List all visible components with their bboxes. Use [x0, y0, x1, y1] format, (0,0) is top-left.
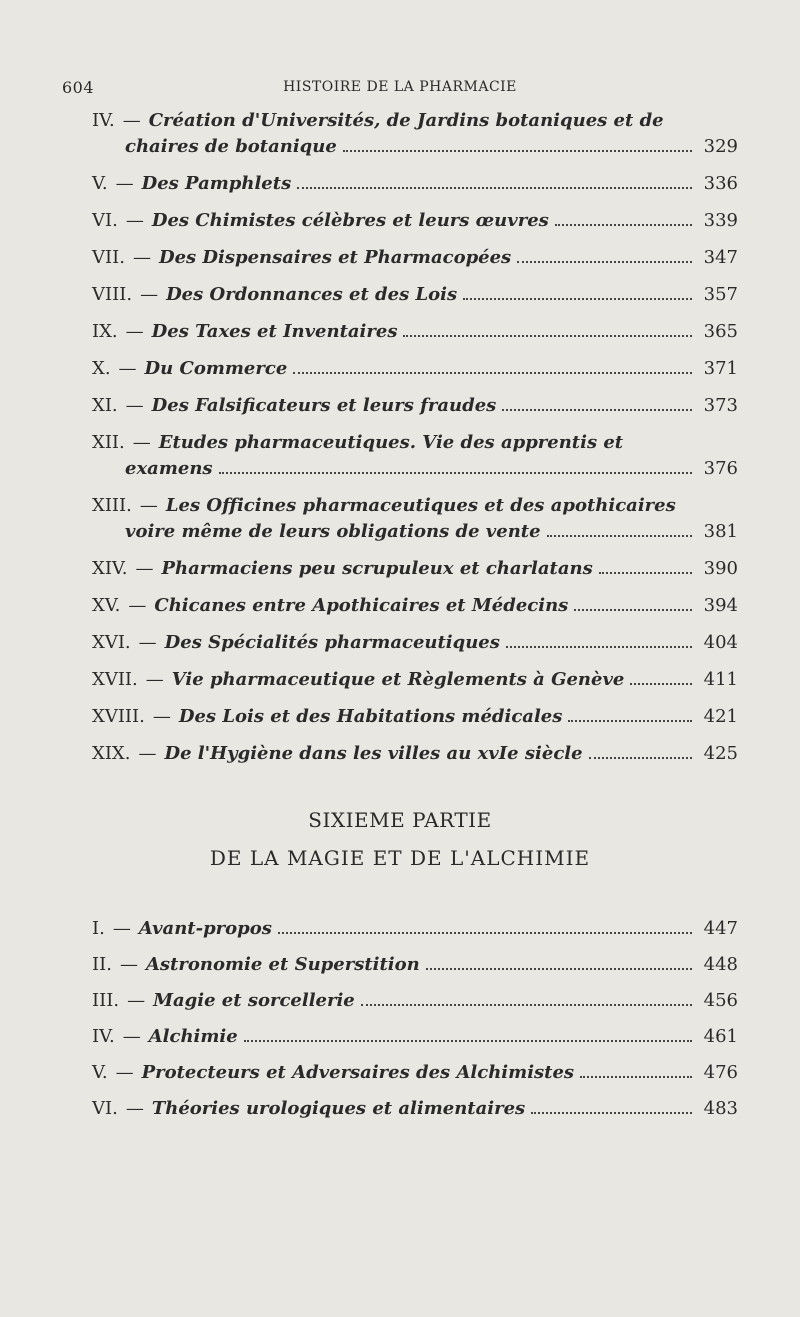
dash: — — [127, 990, 146, 1011]
chapter-title-line-2: examens — [125, 458, 213, 479]
toc-entry — [92, 171, 738, 197]
dash: — — [122, 1026, 141, 1047]
dash: — — [132, 247, 151, 268]
chapter-title: Chicanes entre Apothicaires et Médecins — [154, 595, 569, 616]
page-reference: 336 — [703, 173, 738, 194]
toc-entry — [92, 1096, 738, 1122]
chapter-number: XIX. — [92, 743, 131, 764]
page-reference: 476 — [703, 1062, 738, 1083]
page-reference: 371 — [703, 358, 738, 379]
chapter-number: X. — [92, 358, 111, 379]
toc-entry — [92, 1060, 738, 1086]
chapter-number: XVIII. — [92, 706, 145, 727]
dot-leader — [599, 572, 692, 574]
dot-leader — [278, 932, 692, 934]
page-reference: 447 — [703, 918, 738, 939]
page-reference: 376 — [703, 458, 738, 479]
chapter-number: XIII. — [92, 495, 132, 516]
dot-leader — [506, 646, 692, 648]
dot-leader — [555, 224, 692, 226]
chapter-number: IV. — [92, 110, 115, 131]
chapter-title: De l'Hygiène dans les villes au xvIe siècle — [164, 743, 583, 764]
dash: — — [122, 110, 141, 131]
chapter-title: Pharmaciens peu scrupuleux et charlatans — [161, 558, 593, 579]
dot-leader — [531, 1112, 692, 1114]
dash: — — [135, 558, 154, 579]
dash: — — [112, 918, 131, 939]
dash: — — [125, 321, 144, 342]
chapter-title: Des Taxes et Inventaires — [151, 321, 398, 342]
dot-leader — [463, 298, 692, 300]
table-of-contents-part-5 — [92, 108, 738, 778]
page-number: 604 — [62, 78, 95, 97]
chapter-number: II. — [92, 954, 112, 975]
toc-entry — [92, 630, 738, 656]
chapter-number: IX. — [92, 321, 118, 342]
toc-entry — [92, 319, 738, 345]
page-reference: 411 — [703, 669, 738, 690]
dot-leader — [244, 1040, 692, 1042]
page-reference: 461 — [703, 1026, 738, 1047]
chapter-title-line-2: chaires de botanique — [125, 136, 337, 157]
chapter-number: VI. — [92, 210, 118, 231]
chapter-title: Des Pamphlets — [141, 173, 292, 194]
chapter-title: Théories urologiques et alimentaires — [151, 1098, 526, 1119]
chapter-number: VII. — [92, 247, 125, 268]
page-reference: 329 — [703, 136, 738, 157]
page-reference: 381 — [703, 521, 738, 542]
page-reference: 365 — [703, 321, 738, 342]
dot-leader — [361, 1004, 692, 1006]
table-of-contents-part-6 — [92, 916, 738, 1132]
page-reference: 390 — [703, 558, 738, 579]
dot-leader — [547, 535, 692, 537]
dash: — — [140, 284, 159, 305]
toc-entry — [92, 282, 738, 308]
page-reference: 339 — [703, 210, 738, 231]
dot-leader — [517, 261, 692, 263]
page-reference: 448 — [703, 954, 738, 975]
part-label: SIXIEME PARTIE — [308, 808, 492, 832]
chapter-number: IV. — [92, 1026, 115, 1047]
chapter-title: Vie pharmaceutique et Règlements à Genève — [171, 669, 625, 690]
chapter-title: Des Lois et des Habitations médicales — [178, 706, 563, 727]
dash: — — [138, 632, 157, 653]
part-title: DE LA MAGIE ET DE L'ALCHIMIE — [209, 846, 591, 870]
chapter-number: V. — [92, 173, 108, 194]
chapter-number: V. — [92, 1062, 108, 1083]
page-reference: 394 — [703, 595, 738, 616]
page-reference: 347 — [703, 247, 738, 268]
toc-entry — [92, 593, 738, 619]
toc-entry — [92, 741, 738, 767]
dash: — — [125, 1098, 144, 1119]
chapter-number: III. — [92, 990, 120, 1011]
chapter-number: XV. — [92, 595, 121, 616]
chapter-number: XVI. — [92, 632, 131, 653]
chapter-title-line-1: Création d'Universités, de Jardins botaniques et de — [148, 110, 664, 131]
dot-leader — [343, 150, 692, 152]
chapter-number: VIII. — [92, 284, 133, 305]
chapter-title: Du Commerce — [144, 358, 288, 379]
dash: — — [119, 954, 138, 975]
dot-leader — [574, 609, 692, 611]
toc-entry — [92, 556, 738, 582]
toc-entry — [92, 1024, 738, 1050]
toc-entry — [92, 430, 738, 482]
dash: — — [138, 743, 157, 764]
chapter-title-line-1: Les Officines pharmaceutiques et des apothicaires — [165, 495, 676, 516]
dash: — — [152, 706, 171, 727]
toc-entry — [92, 493, 738, 545]
toc-entry — [92, 988, 738, 1014]
toc-entry — [92, 916, 738, 942]
dash: — — [115, 173, 134, 194]
page-reference: 421 — [703, 706, 738, 727]
toc-entry — [92, 108, 738, 160]
chapter-title-line-2: voire même de leurs obligations de vente — [125, 521, 541, 542]
chapter-title: Des Dispensaires et Pharmacopées — [158, 247, 512, 268]
chapter-title: Des Chimistes célèbres et leurs œuvres — [151, 210, 549, 231]
toc-entry — [92, 356, 738, 382]
page-reference: 425 — [703, 743, 738, 764]
chapter-title-line-1: Etudes pharmaceutiques. Vie des apprentis et — [158, 432, 624, 453]
chapter-number: XVII. — [92, 669, 138, 690]
page-reference: 373 — [703, 395, 738, 416]
toc-entry — [92, 667, 738, 693]
chapter-number: XII. — [92, 432, 125, 453]
dash: — — [125, 210, 144, 231]
chapter-number: XI. — [92, 395, 118, 416]
dot-leader — [403, 335, 692, 337]
page-reference: 357 — [703, 284, 738, 305]
chapter-number: I. — [92, 918, 105, 939]
page-header — [62, 78, 738, 100]
dash: — — [115, 1062, 134, 1083]
dot-leader — [568, 720, 692, 722]
chapter-title: Astronomie et Superstition — [145, 954, 420, 975]
chapter-title: Protecteurs et Adversaires des Alchimistes — [141, 1062, 575, 1083]
page-reference: 483 — [703, 1098, 738, 1119]
chapter-title: Alchimie — [148, 1026, 238, 1047]
dash: — — [132, 432, 151, 453]
dash: — — [118, 358, 137, 379]
toc-entry — [92, 208, 738, 234]
toc-entry — [92, 704, 738, 730]
chapter-title: Magie et sorcellerie — [153, 990, 355, 1011]
page-reference: 456 — [703, 990, 738, 1011]
page-reference: 404 — [703, 632, 738, 653]
dash: — — [128, 595, 147, 616]
dash: — — [145, 669, 164, 690]
toc-entry — [92, 393, 738, 419]
dot-leader — [502, 409, 692, 411]
dot-leader — [630, 683, 692, 685]
chapter-title: Des Spécialités pharmaceutiques — [164, 632, 500, 653]
dot-leader — [589, 757, 692, 759]
dot-leader — [426, 968, 692, 970]
chapter-number: XIV. — [92, 558, 128, 579]
dot-leader — [219, 472, 692, 474]
toc-entry — [92, 245, 738, 271]
chapter-number: VI. — [92, 1098, 118, 1119]
dash: — — [125, 395, 144, 416]
dot-leader — [297, 187, 692, 189]
chapter-title: Des Ordonnances et des Lois — [166, 284, 458, 305]
running-title: HISTOIRE DE LA PHARMACIE — [283, 79, 517, 95]
chapter-title: Des Falsificateurs et leurs fraudes — [151, 395, 497, 416]
dot-leader — [580, 1076, 692, 1078]
dash: — — [139, 495, 158, 516]
dot-leader — [293, 372, 692, 374]
toc-entry — [92, 952, 738, 978]
chapter-title: Avant-propos — [138, 918, 272, 939]
